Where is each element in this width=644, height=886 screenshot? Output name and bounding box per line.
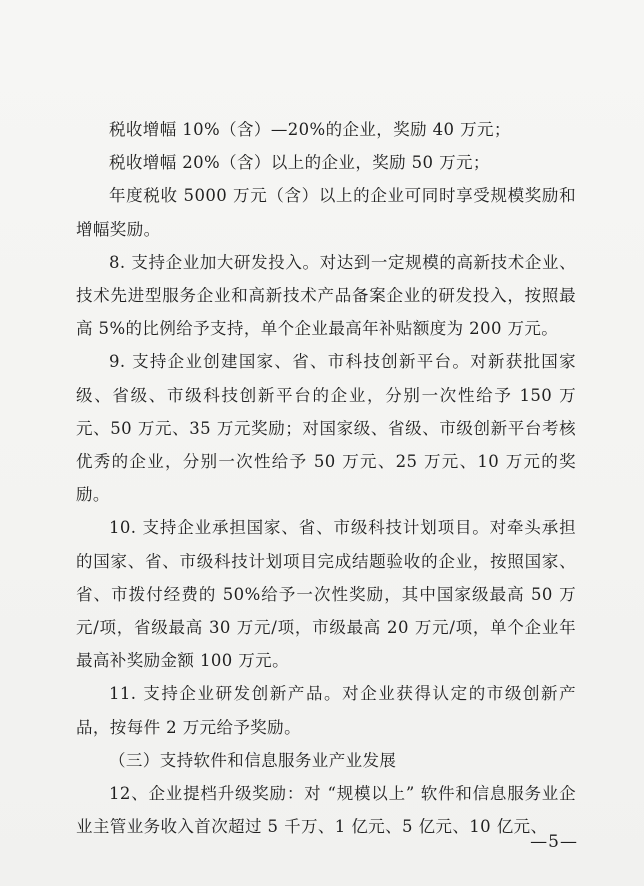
paragraph-item-11: 11. 支持企业研发创新产品。对企业获得认定的市级创新产品，按每件 2 万元给予奖励。: [76, 684, 576, 737]
section-heading-3: （三）支持软件和信息服务业产业发展: [109, 750, 397, 770]
page-number: —5—: [530, 832, 578, 852]
paragraph-tax-growth-20-plus: 税收增幅 20%（含）以上的企业，奖励 50 万元；: [109, 153, 490, 173]
paragraph-item-10: 10. 支持企业承担国家、省、市级科技计划项目。对牵头承担的国家、省、市级科技计划项目完成结题验收的企业，按照国家、省、市拨付经费的 50%给予一次性奖励，其中国家级最高 50 万元/项，省级最高 30 万元/项，市级最高 20 万元/项，单个企业年最高补奖励金额 100 万元。: [76, 518, 576, 671]
body-text: [76, 113, 576, 843]
paragraph-tax-growth-10-20: 税收增幅 10%（含）—20%的企业，奖励 40 万元；: [109, 120, 511, 139]
paragraph-item-12: 12、企业提档升级奖励：对 “规模以上” 软件和信息服务业企业主管业务收入首次超过 5 千万、1 亿元、5 亿元、10 亿元、: [76, 784, 576, 837]
paragraph-item-9: 9. 支持企业创建国家、省、市科技创新平台。对新获批国家级、省级、市级科技创新平台的企业，分别一次性给予 150 万元、50 万元、35 万元奖励；对国家级、省级、市级创新平台考核优秀的企业，分别一次性给予 50 万元、25 万元、10 万元的奖励。: [76, 352, 576, 505]
paragraph-item-8: 8. 支持企业加大研发投入。对达到一定规模的高新技术企业、技术先进型服务企业和高新技术产品备案企业的研发投入，按照最高 5%的比例给予支持，单个企业最高年补贴额度为 200 万元。: [76, 252, 576, 339]
paragraph-annual-tax-5000: 年度税收 5000 万元（含）以上的企业可同时享受规模奖励和增幅奖励。: [76, 186, 576, 239]
